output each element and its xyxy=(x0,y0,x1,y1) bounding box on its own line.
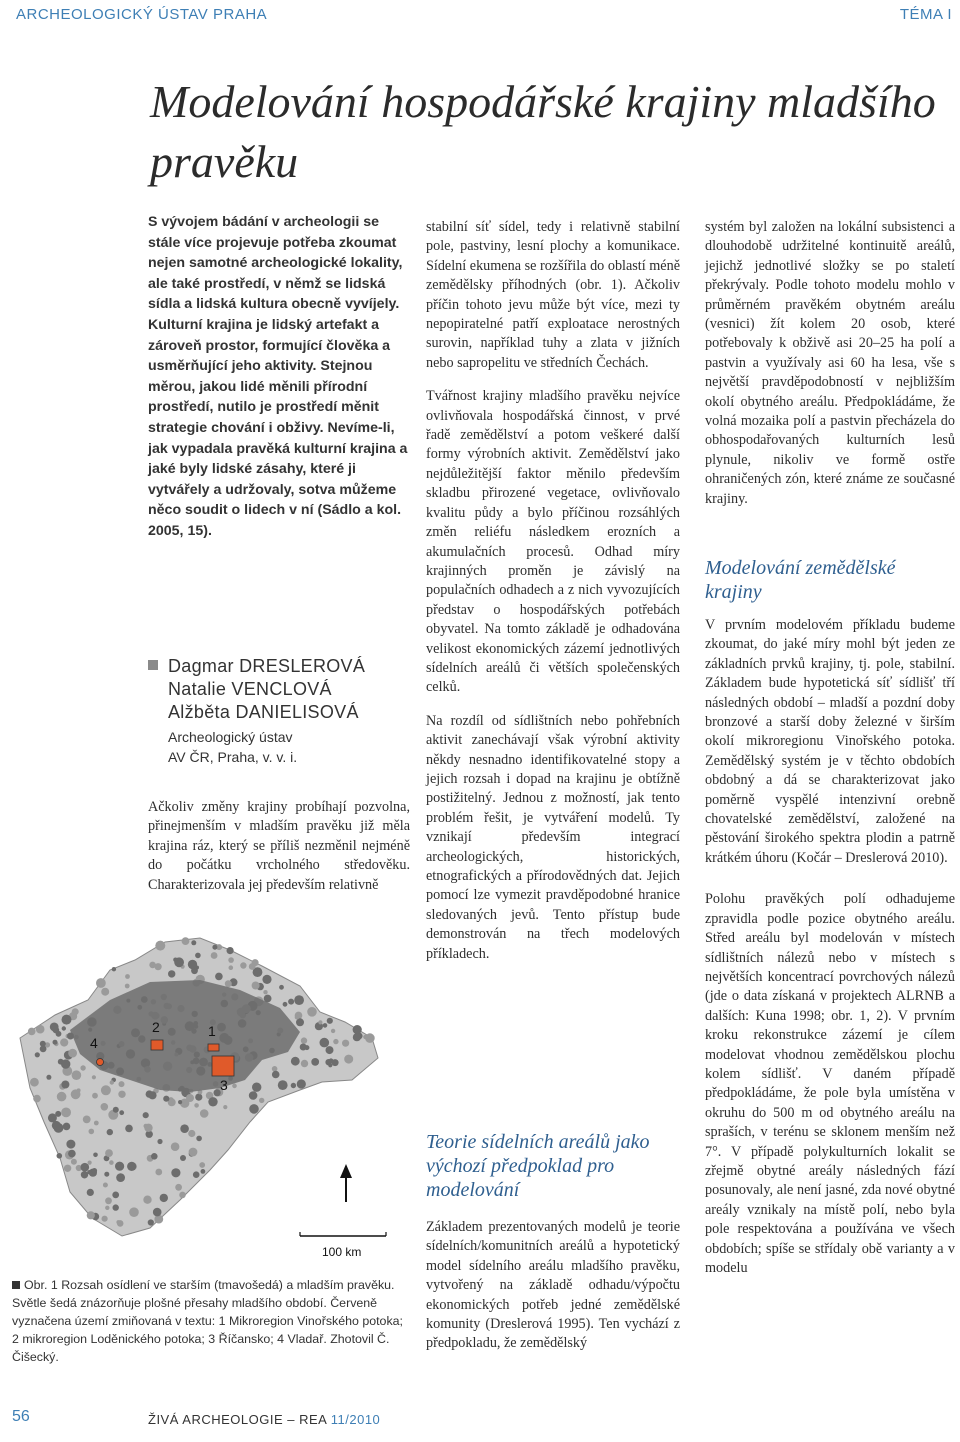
settlement-dot xyxy=(311,1058,319,1066)
settlement-dot xyxy=(300,1044,307,1051)
settlement-dot xyxy=(155,1169,162,1176)
settlement-dot xyxy=(118,1091,125,1098)
settlement-dot xyxy=(262,975,271,984)
settlement-dot xyxy=(119,1081,125,1087)
settlement-dot xyxy=(188,960,197,969)
col3-body-bottom xyxy=(705,616,955,1292)
settlement-dot xyxy=(72,1008,79,1015)
settlement-dot xyxy=(157,1139,162,1144)
settlement-dot xyxy=(195,1094,202,1101)
settlement-dot xyxy=(96,978,106,988)
settlement-dot xyxy=(110,1080,114,1084)
settlement-dot xyxy=(57,1153,63,1159)
settlement-dot xyxy=(61,1059,70,1068)
settlement-dot xyxy=(62,1015,72,1025)
settlement-dot xyxy=(294,995,304,1005)
settlement-dot xyxy=(272,1071,280,1079)
settlement-dot xyxy=(155,941,165,951)
affiliation-line-2: AV ČR, Praha, v. v. i. xyxy=(168,749,298,765)
settlement-dot xyxy=(61,1081,69,1089)
author-3: Alžběta DANIELISOVÁ xyxy=(168,702,359,722)
settlement-dot xyxy=(105,1197,112,1204)
settlement-dot xyxy=(342,1040,349,1047)
settlement-dot xyxy=(52,1121,61,1130)
map-label-4: 4 xyxy=(90,1035,98,1051)
settlement-dot xyxy=(83,1116,91,1124)
settlement-dot xyxy=(344,1055,353,1064)
settlement-dot xyxy=(87,1189,94,1196)
lead-paragraph: S vývojem bádání v archeologii se stále více projevuje potřeba zkoumat nejen samotné archeologické lokality, ale také prostředí, v němž se lidská sídla a lidská kultura obecně vyvíjely. Kulturní krajina je lidský artefakt a zároveň prostor, formující člověka a usměrňující jeho aktivity. Stejnou měrou, jakou lidé měnili přírodní prostředí, nutilo je prostředí měnit strategie chování i obživy. Nevíme-li, jak vypadala pravěká kulturní krajina a jaké byly lidské zásahy, které ji vytvářely a udržovaly, sotva můžeme něco soudit o lidech v ní (Sádlo a kol. 2005, 15). xyxy=(148,214,408,539)
settlement-dot xyxy=(68,1049,77,1058)
settlement-dot xyxy=(103,1183,108,1188)
settlement-dot xyxy=(278,1080,288,1090)
settlement-dot xyxy=(61,1108,71,1118)
settlement-dot xyxy=(318,1020,322,1024)
settlement-dot xyxy=(188,1130,195,1137)
settlement-dot xyxy=(105,1149,113,1157)
settlement-dot xyxy=(92,1075,96,1079)
settlement-dot xyxy=(179,1192,186,1199)
settlement-dot xyxy=(200,1109,209,1118)
col2-paragraph-4: Základem prezentovaných modelů je teorie sídelních/komunitních areálů a hypotetický model sídelního areálu mladšího pravěku, vytvořený na základě odhadu/výpočtu ekonomických potřeb jedné zemědělské komunity (Dreslerová 1995). Ten vychází z předpokladu, že zemědělský xyxy=(426,1219,680,1352)
settlement-dot xyxy=(171,1168,180,1177)
settlement-dot xyxy=(225,980,232,987)
settlement-dot xyxy=(71,1159,77,1165)
map-label-2: 2 xyxy=(152,1019,160,1035)
settlement-dot xyxy=(112,1192,119,1199)
settlement-dot xyxy=(223,1105,227,1109)
journal-name: ŽIVÁ ARCHEOLOGIE – REA xyxy=(148,1412,327,1427)
settlement-dot xyxy=(149,962,156,969)
settlement-dot xyxy=(186,1094,194,1102)
settlement-dot xyxy=(71,1089,81,1099)
settlement-dot xyxy=(180,1124,189,1133)
journal-issue: 11/2010 xyxy=(330,1412,381,1427)
settlement-dot xyxy=(50,1023,59,1032)
settlement-dot xyxy=(148,1219,154,1225)
author-1 xyxy=(148,656,410,677)
settlement-dot xyxy=(66,1140,75,1149)
settlement-dot xyxy=(307,1007,317,1017)
map-label-3: 3 xyxy=(220,1077,228,1093)
settlement-dot xyxy=(101,1103,109,1111)
settlement-dot xyxy=(191,940,196,945)
settlement-dot xyxy=(105,1206,109,1210)
north-arrow-icon xyxy=(340,1164,352,1202)
settlement-dot xyxy=(301,1037,307,1043)
settlement-dot xyxy=(211,952,218,959)
marker-region-4 xyxy=(97,1059,104,1066)
col3-body-top xyxy=(705,218,955,523)
settlement-dot xyxy=(180,1155,186,1161)
settlement-dot xyxy=(173,958,178,963)
settlement-dot xyxy=(329,1058,334,1063)
marker-region-2 xyxy=(151,1040,163,1050)
settlement-dot xyxy=(151,1153,158,1160)
settlement-dot xyxy=(101,1085,111,1095)
settlement-dot xyxy=(328,1063,332,1067)
settlement-dot xyxy=(87,1170,91,1174)
settlement-dot xyxy=(143,1112,149,1118)
settlement-dot xyxy=(125,1125,133,1133)
settlement-dot xyxy=(194,1103,199,1108)
settlement-dot xyxy=(196,1136,202,1142)
settlement-dot xyxy=(57,1092,67,1102)
journal-footer xyxy=(148,1412,380,1427)
article-title: Modelování hospodářské krajiny mladšího pravěku xyxy=(150,76,936,187)
settlement-dot xyxy=(92,1093,98,1099)
settlement-dot xyxy=(249,1091,258,1100)
settlement-dot xyxy=(175,1184,182,1191)
affiliation-line-1: Archeologický ústav xyxy=(168,729,293,745)
settlement-dot xyxy=(30,1078,39,1087)
settlement-dot xyxy=(125,984,130,989)
settlement-dot xyxy=(81,1171,88,1178)
settlement-dot xyxy=(323,1023,328,1028)
col2-body xyxy=(426,218,680,978)
settlement-dot xyxy=(101,988,109,996)
settlement-dot xyxy=(249,1104,259,1114)
header-institute: ARCHEOLOGICKÝ ÚSTAV PRAHA xyxy=(16,6,268,23)
settlement-dot xyxy=(93,1153,98,1158)
settlement-dot xyxy=(326,1046,334,1054)
settlement-dot xyxy=(163,1096,169,1102)
settlement-dot xyxy=(56,1031,62,1037)
authors-block xyxy=(148,656,410,767)
settlement-dot xyxy=(107,1129,113,1135)
scale-label: 100 km xyxy=(322,1245,362,1259)
settlement-dot xyxy=(153,1208,162,1217)
settlement-dot xyxy=(201,1169,206,1174)
map-label-1: 1 xyxy=(208,1023,216,1039)
settlement-dot xyxy=(353,1025,362,1034)
settlement-dot xyxy=(64,1165,71,1172)
figure-caption xyxy=(12,1276,404,1366)
settlement-dot xyxy=(92,1168,97,1173)
settlement-dot xyxy=(259,1098,264,1103)
settlement-dot xyxy=(215,973,223,981)
settlement-dot xyxy=(88,1161,92,1165)
settlement-dot xyxy=(240,962,246,968)
settlement-dot xyxy=(125,974,130,979)
settlement-dot xyxy=(291,1083,296,1088)
settlement-dot xyxy=(168,970,175,977)
settlement-dot xyxy=(288,999,294,1005)
settlement-dot xyxy=(283,1002,288,1007)
settlement-dot xyxy=(35,1052,40,1057)
col2-paragraph-2: Tvářnost krajiny mladšího pravěku nejvíce ovlivňovala hospodářská činnost, v prvé řadě zemědělství a potom veškeré další formy výrobních aktivit. Zemědělství jako nejdůležitější faktor měnilo především skladbu přirozené vegetace, ovlivňovalo kvalitu půdy a bylo příčinou rozsáhlých změn reliéfu následkem erozních a akumulačních procesů. Odhad míry krajinných proměn je závislý na populačních odhadech a z nich vyvozujících představ o hospodářských potřebách obyvatel. Na tomto základě je odhadována velikost ekonomických zázemí jednotlivých sídelních areálů či větších společenských celků. xyxy=(426,388,680,696)
settlement-dot xyxy=(63,1123,71,1131)
settlement-dot xyxy=(53,1040,58,1045)
settlement-dot xyxy=(333,1039,338,1044)
settlement-dot xyxy=(249,963,256,970)
settlement-dot xyxy=(171,1142,180,1151)
settlement-dot xyxy=(129,1207,139,1217)
settlement-dot xyxy=(127,1162,136,1171)
settlement-dot xyxy=(87,1211,95,1219)
settlement-dot xyxy=(115,1162,124,1171)
settlement-dot xyxy=(193,1171,200,1178)
col3-heading: Modelování zemědělské krajiny xyxy=(705,557,896,603)
settlement-dot xyxy=(232,1084,237,1089)
settlement-dot xyxy=(327,1018,333,1024)
settlement-dot xyxy=(102,1216,108,1222)
col2-paragraph-1: stabilní síť sídel, tedy i relativně stabilní pole, pastviny, lesní plochy a komunikace. Sídelní ekumena se rozšířila do oblastí méně zemědělsky příhodných (obr. 1). Ačkoliv příčin tohoto jevu může být více, mezi ty nepopiratelné patří exploatace nerostných surovin, například tuhy a zlata v jižních nebo sapropelitu ve středních Čechách. xyxy=(426,219,680,371)
settlement-dot xyxy=(119,1110,124,1115)
col1-body-text: Ačkoliv změny krajiny probíhají pozvolna, přinejmenším v mladším pravěku již měla krajina ráz, který se příliš nezměnil nejméně do počátku vrcholného středověku. Charakterizovala jej především relativně xyxy=(148,799,410,893)
settlement-dot xyxy=(144,1124,152,1132)
col3-paragraph-2: V prvním modelovém příkladu budeme zkoumat, do jaké míry mohl být jeden ze základních prvků krajiny, tj. pole, stabilní. Základem bude hypotetická síť sídlišť tří následných období – mladší a pozdní doby bronzové a starší doby železné v širším okolí mikroregionu Vinořského potoka. Zemědělský systém je v těchto obdobích obdobný a dá se charakterizovat jako poměrně vyspělé intenzivní orebně chovatelské zemědělství, založené na pěstování širokého spektra plodin a patrně krátkém úhoru (Kočár – Dreslerová 2010). xyxy=(705,617,955,866)
settlement-dot xyxy=(199,1162,205,1168)
settlement-dot xyxy=(148,1091,156,1099)
settlement-dot xyxy=(363,1035,367,1039)
settlement-dot xyxy=(113,1107,119,1113)
author-1-name: Dagmar DRESLEROVÁ xyxy=(168,656,366,676)
settlement-dot xyxy=(208,1097,217,1106)
settlement-dot xyxy=(331,1029,335,1033)
settlement-dot xyxy=(160,1194,168,1202)
settlement-dot xyxy=(189,1148,198,1157)
settlement-dot xyxy=(116,1173,125,1182)
settlement-dot xyxy=(229,965,234,970)
settlement-dot xyxy=(227,947,234,954)
settlement-dot xyxy=(295,1015,300,1020)
marker-region-3 xyxy=(212,1056,234,1076)
settlement-dot xyxy=(182,937,190,945)
header-section: TÉMA I xyxy=(899,6,952,23)
settlement-dot xyxy=(178,1100,182,1104)
settlement-dot xyxy=(212,945,217,950)
settlement-dot xyxy=(143,1196,151,1204)
settlement-dot xyxy=(252,1083,261,1092)
settlement-dot xyxy=(81,1163,90,1172)
settlement-dot xyxy=(28,1028,36,1036)
settlement-dot xyxy=(252,982,260,990)
settlement-dot xyxy=(301,1060,308,1067)
settlement-dot xyxy=(89,1129,95,1135)
marker-region-1 xyxy=(208,1044,219,1051)
settlement-dot xyxy=(320,1038,330,1048)
caption-text: Obr. 1 Rozsah osídlení ve starším (tmavošedá) a mladším pravěku. Světle šedá znázorňuje plošné přesahy mladšího období. Červeně vyznačena území zmiňovaná v textu: 1 Mikroregion Vinořského potoka; 2 mikroregion Loděnického potoka; 3 Říčansko; 4 Vladař. Zhotovil Č. Čišecký. xyxy=(12,1278,403,1364)
settlement-dot xyxy=(109,1160,114,1165)
col2-heading: Teorie sídelních areálů jako výchozí předpoklad pro modelování xyxy=(426,1131,650,1201)
settlement-dot xyxy=(72,1070,82,1080)
author-2: Natalie VENCLOVÁ xyxy=(168,679,332,699)
settlement-dot xyxy=(104,1172,109,1177)
settlement-map xyxy=(0,930,410,1270)
col2-paragraph-3: Na rozdíl od sídlištních nebo pohřebních aktivit zanechávají však výrobní aktivity někdy nesnadno identifikovatelné stopy a jejich rozsah i dopad na krajinu je obtížně postižitelný. Jednou z možností, jak tento problém řešit, je vytváření modelů. Ty vznikají především integrací archeologických, historických, etnografických a přírodovědných dat. Jejich pomocí lze vymezit pravděpodobné hranice sledovaných jevů. Tento přístup bude demonstrován na třech modelových příkladech. xyxy=(426,712,680,962)
settlement-dot xyxy=(279,985,284,990)
settlement-dot xyxy=(272,1066,278,1072)
settlement-dot xyxy=(297,1079,306,1088)
bullet-square-icon xyxy=(148,660,158,670)
settlement-dot xyxy=(36,1025,45,1034)
col3-paragraph-1: systém byl založen na lokální subsistenci a dlouhodobě udržitelné kontinuitě areálů, jejichž jednotlivé složky se po staletí překrývaly. Podle tohoto modelu mohlo v průměrném pravěkém obytném areálu (vesnici) žít kolem 20 osob, které potřebovaly k obživě asi 20–25 ha polí a pastvin a využívaly asi 60 ha lesa, vše s největší pravděpodobností v nejbližším okolí obytného areálu. Předpokládáme, že volná mozaika polí a pastvin přecházela do obhospodařovaných kulturních lesů plynule, nikoliv ve formě ostře ohraničených zón, které známe ze současné krajiny. xyxy=(705,219,955,507)
caption-square-icon xyxy=(12,1281,20,1289)
settlement-dot xyxy=(353,1033,361,1041)
settlement-dot xyxy=(80,1065,85,1070)
settlement-dot xyxy=(263,990,267,994)
settlement-dot xyxy=(68,1150,76,1158)
settlement-dot xyxy=(94,1121,99,1126)
settlement-dot xyxy=(60,1038,68,1046)
settlement-dot xyxy=(40,1041,46,1047)
page-number: 56 xyxy=(12,1408,30,1425)
settlement-dot xyxy=(62,1026,66,1030)
settlement-dot xyxy=(117,1220,124,1227)
settlement-dot xyxy=(113,1204,119,1210)
settlement-dot xyxy=(33,1095,41,1103)
settlement-dot xyxy=(112,967,116,971)
settlement-dot xyxy=(291,1057,300,1066)
settlement-dot xyxy=(46,1075,51,1080)
settlement-dot xyxy=(195,953,201,959)
col3-paragraph-3: Polohu pravěkých polí odhadujeme zpravidla podle pozice obytného areálu. Střed areálu byl modelován v místech sídlištních nálezů nebo v místech s největších koncentrací povrchových nálezů (jde o data získaná v projektech ALRNB a dalších: Kuna 1998; obr. 1, 2). V prvním kroku rekonstrukce zázemí je cílem modelovat vhodnou zemědělskou plochu kolem sídlišť. V daném případě předpokládáme, že pole byla umístěna v okruhu do 500 m od obytného areálu na spraších, v terénu se sklonem menším než 7°. V případě polykulturních lokalit se zřejmě obytné areály následných fází posunovaly, ale není jasné, zda nové obytné areály vznikaly na místě polí, nebo byla pole respektována a používána ve všech obdobích; spíše se střídaly obě varianty a v modelu xyxy=(705,891,955,1276)
settlement-dot xyxy=(228,957,234,963)
